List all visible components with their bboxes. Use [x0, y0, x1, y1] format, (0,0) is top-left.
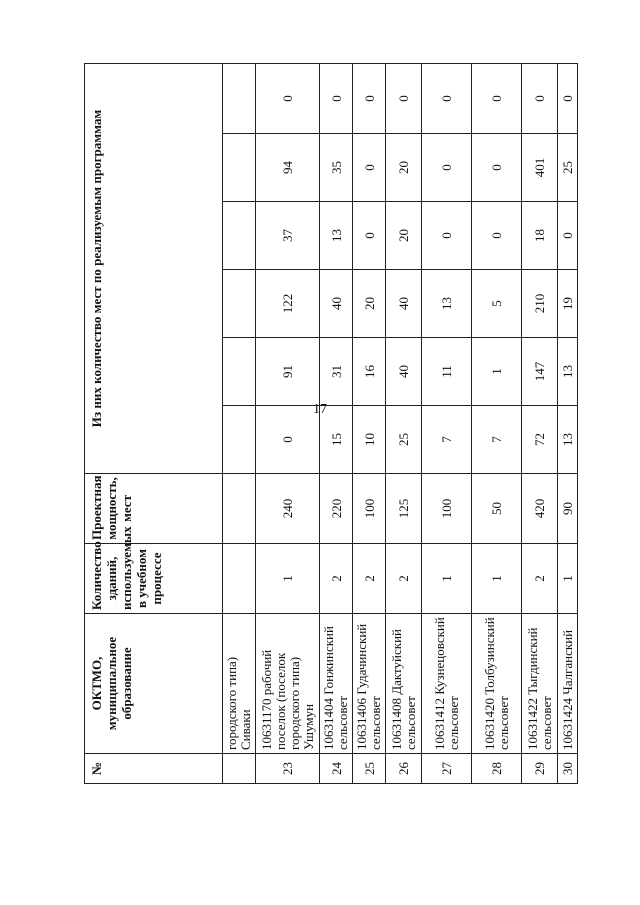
row-num: 29	[522, 754, 558, 784]
row-p6: 0	[422, 63, 472, 133]
row-capacity: 50	[472, 474, 522, 544]
row-p1: 7	[472, 406, 522, 474]
row-p2: 31	[320, 338, 353, 406]
row-p2: 91	[256, 338, 320, 406]
table-row	[472, 63, 522, 783]
row-buildings: 1	[558, 544, 578, 614]
row-p5: 0	[472, 134, 522, 202]
row-p6: 0	[386, 63, 422, 133]
row-p1: 7	[422, 406, 472, 474]
row-p3: 13	[422, 270, 472, 338]
row-p1: 15	[320, 406, 353, 474]
row-p2: 1	[472, 338, 522, 406]
row-p6: 0	[320, 63, 353, 133]
row-p6: 0	[558, 63, 578, 133]
row-buildings: 1	[256, 544, 320, 614]
row-p6: 0	[472, 63, 522, 133]
table-row	[320, 63, 353, 783]
row-name: 10631412 Кузнецовский сельсовет	[422, 614, 472, 754]
row-buildings: 2	[522, 544, 558, 614]
table-frame	[84, 64, 575, 784]
row-p4: 13	[320, 202, 353, 270]
row-p5: 35	[320, 134, 353, 202]
row-num	[223, 754, 256, 784]
row-p5: 0	[353, 134, 386, 202]
row-p3	[223, 270, 256, 338]
row-p6: 0	[522, 63, 558, 133]
row-p1: 25	[386, 406, 422, 474]
row-name: 10631424 Чалганский	[558, 614, 578, 754]
row-p4: 20	[386, 202, 422, 270]
row-p6: 0	[353, 63, 386, 133]
row-num: 30	[558, 754, 578, 784]
row-buildings	[223, 544, 256, 614]
row-num: 23	[256, 754, 320, 784]
table-row	[256, 63, 320, 783]
row-p3: 19	[558, 270, 578, 338]
header-row	[85, 63, 223, 783]
row-p3: 5	[472, 270, 522, 338]
row-p3: 210	[522, 270, 558, 338]
header-num: №	[85, 754, 223, 784]
table-row	[353, 63, 386, 783]
header-capacity: Проектная мощность, мест	[85, 474, 223, 544]
row-p3: 122	[256, 270, 320, 338]
row-name: 10631422 Тыгдинский сельсовет	[522, 614, 558, 754]
row-capacity: 240	[256, 474, 320, 544]
row-p5: 25	[558, 134, 578, 202]
row-capacity: 420	[522, 474, 558, 544]
row-name: 10631408 Дактуйский сельсовет	[386, 614, 422, 754]
table-row	[386, 63, 422, 783]
row-name: городского типа) Сиваки	[223, 614, 256, 754]
row-p4	[223, 202, 256, 270]
row-p2: 40	[386, 338, 422, 406]
row-num: 25	[353, 754, 386, 784]
row-buildings: 2	[386, 544, 422, 614]
row-p1	[223, 406, 256, 474]
row-p5: 94	[256, 134, 320, 202]
header-programs: Из них количество мест по реализуемым программам	[85, 63, 223, 473]
row-p3: 40	[386, 270, 422, 338]
row-p3: 20	[353, 270, 386, 338]
row-p2	[223, 338, 256, 406]
row-p3: 40	[320, 270, 353, 338]
table-row	[422, 63, 472, 783]
row-name: 10631420 Толбузинский сельсовет	[472, 614, 522, 754]
row-p4: 0	[472, 202, 522, 270]
row-capacity: 220	[320, 474, 353, 544]
table-row	[558, 63, 578, 783]
row-p1: 13	[558, 406, 578, 474]
row-p6	[223, 63, 256, 133]
row-p4: 0	[558, 202, 578, 270]
rotated-table-wrapper	[84, 64, 575, 784]
data-table	[84, 63, 578, 784]
row-p1: 0	[256, 406, 320, 474]
row-num: 26	[386, 754, 422, 784]
row-p4: 0	[422, 202, 472, 270]
row-name: 10631406 Гудачинский сельсовет	[353, 614, 386, 754]
row-num: 27	[422, 754, 472, 784]
row-num: 24	[320, 754, 353, 784]
row-p5: 401	[522, 134, 558, 202]
row-capacity: 100	[422, 474, 472, 544]
row-buildings: 1	[472, 544, 522, 614]
row-num: 28	[472, 754, 522, 784]
row-buildings: 1	[422, 544, 472, 614]
row-p5: 20	[386, 134, 422, 202]
row-capacity	[223, 474, 256, 544]
row-p4: 37	[256, 202, 320, 270]
header-oktmo: ОКТМО, муниципальное образование	[85, 614, 223, 754]
table-row	[522, 63, 558, 783]
row-name: 10631404 Гонжинский сельсовет	[320, 614, 353, 754]
row-p4: 0	[353, 202, 386, 270]
row-p1: 10	[353, 406, 386, 474]
row-p2: 11	[422, 338, 472, 406]
row-capacity: 90	[558, 474, 578, 544]
row-p2: 16	[353, 338, 386, 406]
row-p4: 18	[522, 202, 558, 270]
header-buildings: Количество зданий, используемых в учебном процессе	[85, 544, 223, 614]
row-p6: 0	[256, 63, 320, 133]
row-p2: 147	[522, 338, 558, 406]
row-capacity: 100	[353, 474, 386, 544]
row-p1: 72	[522, 406, 558, 474]
row-p5	[223, 134, 256, 202]
row-buildings: 2	[353, 544, 386, 614]
table-row	[223, 63, 256, 783]
row-buildings: 2	[320, 544, 353, 614]
row-capacity: 125	[386, 474, 422, 544]
row-p5: 0	[422, 134, 472, 202]
row-p2: 13	[558, 338, 578, 406]
row-name: 10631170 рабочий поселок (поселок городского типа) Ушумун	[256, 614, 320, 754]
page-number: 17	[313, 402, 327, 417]
